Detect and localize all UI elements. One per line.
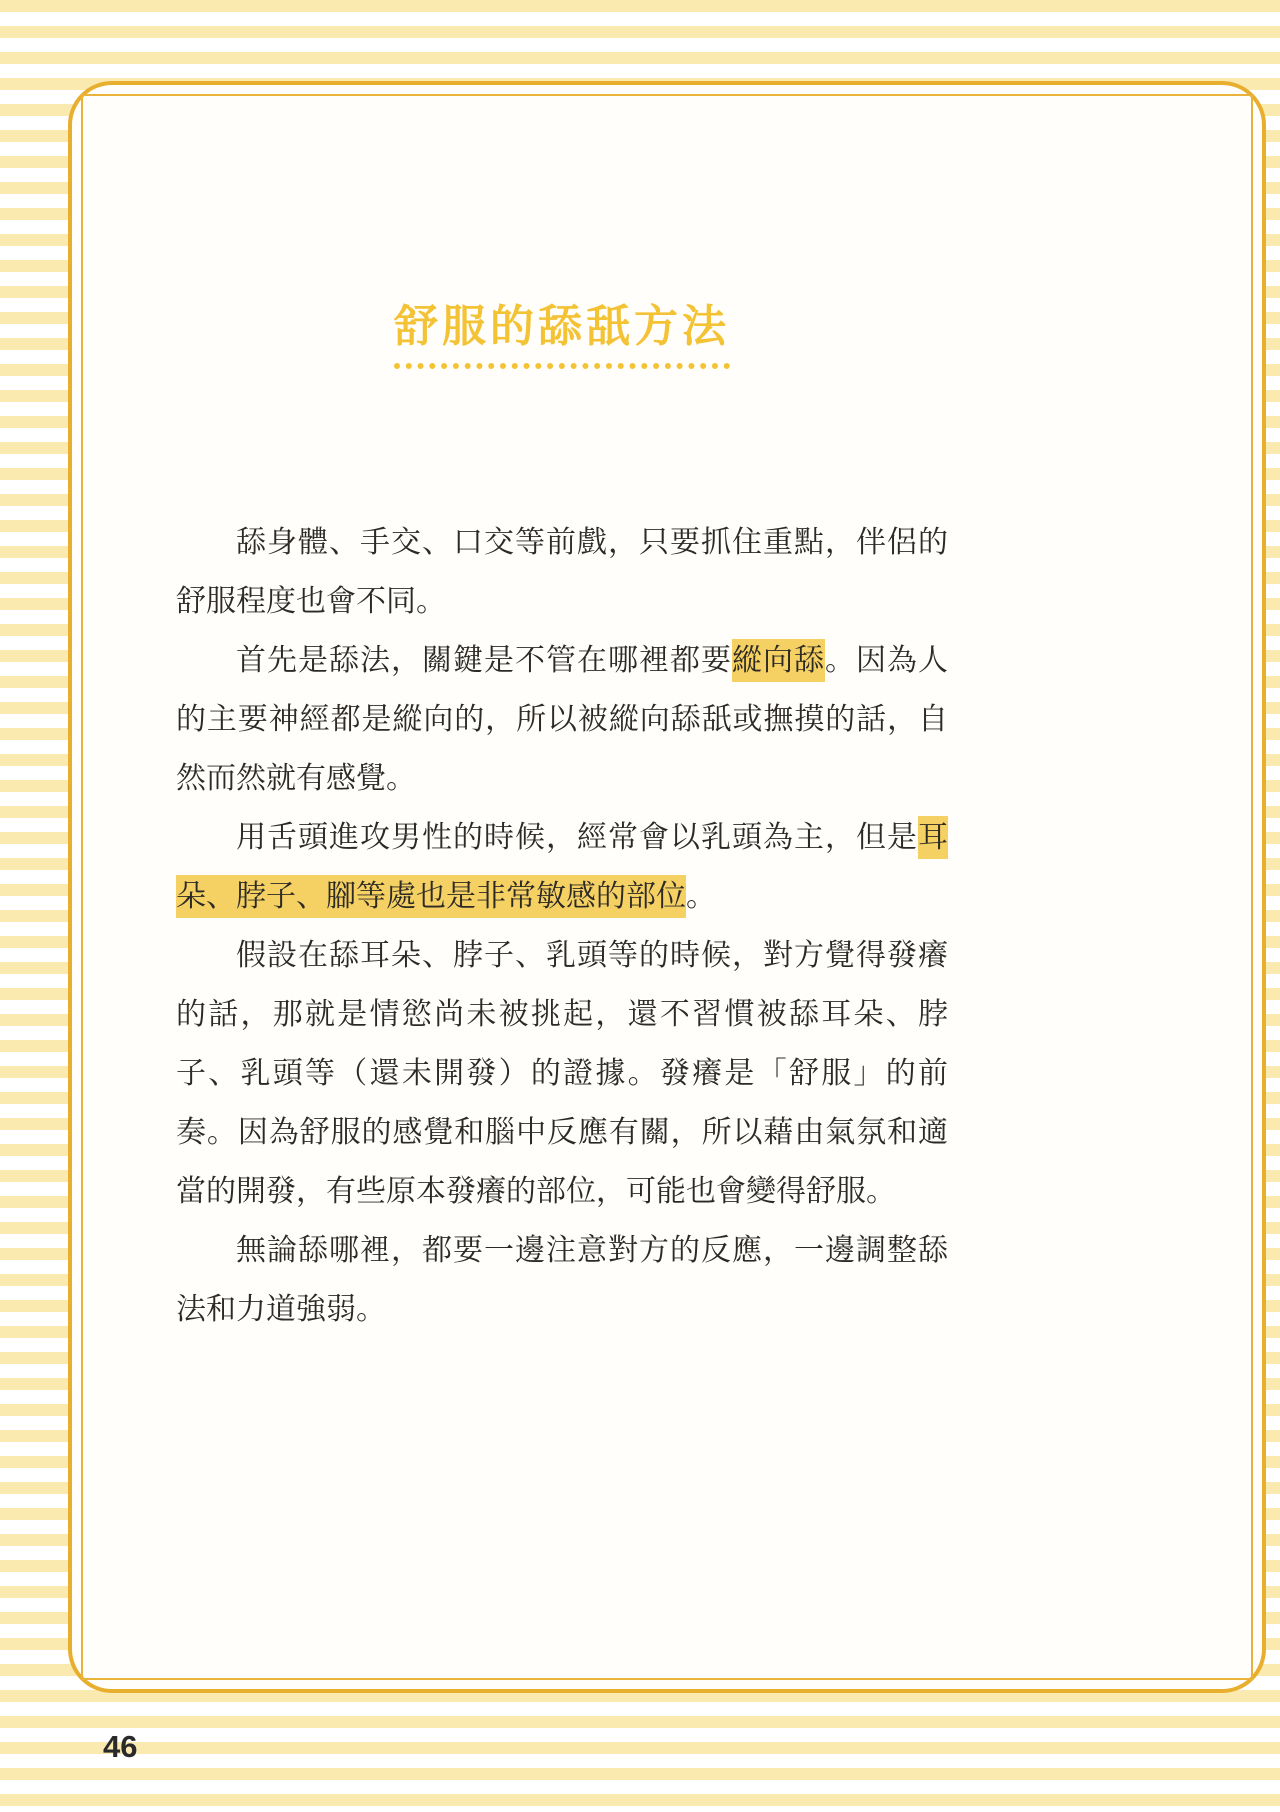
page-number: 46: [103, 1729, 138, 1764]
text-segment: 用舌頭進攻男性的時候，經常會以乳頭為主，但是: [236, 821, 918, 854]
text-segment: 假設在舔耳朵、脖子、乳頭等的時候，對方覺得發癢的話，那就是情慾尚未被挑起，還不習慣被舔耳朵、脖子、乳頭等（還未開發）的證據。發癢是「舒服」的前奏。因為舒服的感覺和腦中反應有關，所以藉由氣氛和適當的開發，有些原本發癢的部位，可能也會變得舒服。: [176, 939, 948, 1208]
highlighted-text: 縱向舔: [732, 639, 825, 682]
paragraph: [176, 808, 948, 926]
body-text: [176, 513, 948, 1339]
text-segment: 無論舔哪裡，都要一邊注意對方的反應，一邊調整舔法和力道強弱。: [176, 1234, 948, 1326]
title-block: [176, 290, 948, 369]
page-panel: [68, 81, 1266, 1693]
page-title: 舒服的舔舐方法: [394, 290, 730, 369]
paragraph: [176, 1221, 948, 1339]
highlighted-text: 耳朵、脖子、腳等處也是非常敏感的部位: [176, 816, 948, 918]
text-segment: 首先是舔法，關鍵是不管在哪裡都要: [236, 644, 732, 677]
paragraph: [176, 631, 948, 808]
paragraph: [176, 926, 948, 1221]
text-segment: 舔身體、手交、口交等前戲，只要抓住重點，伴侶的舒服程度也會不同。: [176, 526, 948, 618]
text-segment: 。: [686, 880, 716, 913]
text-segment: 。因為人的主要神經都是縱向的，所以被縱向舔舐或撫摸的話，自然而然就有感覺。: [176, 644, 948, 795]
paragraph: [176, 513, 948, 631]
